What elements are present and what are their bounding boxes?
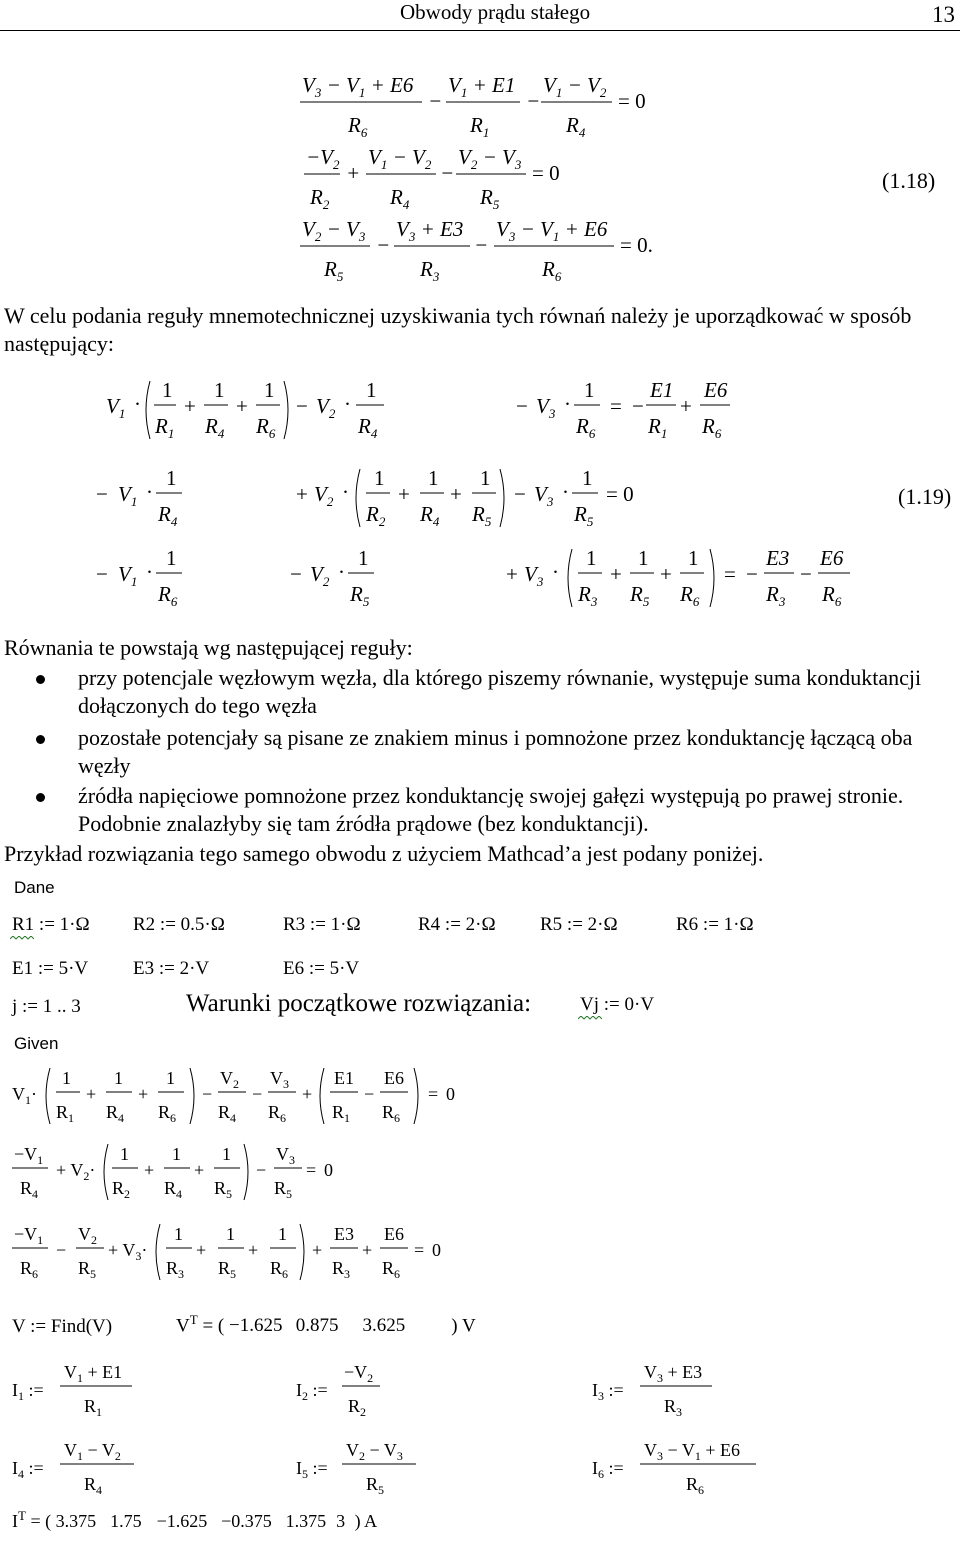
svg-text:1: 1 <box>584 378 595 402</box>
svg-text:1: 1 <box>166 1068 175 1088</box>
resistor-r2: R2 := 0.5·Ω <box>133 914 225 935</box>
svg-text:V2 − V3: $V_2 - V_3$ <box>458 145 522 172</box>
range-definition: j := 1 .. 3 <box>12 996 81 1017</box>
svg-text:−: − <box>96 562 108 586</box>
svg-text:R6: $R_6$ <box>576 414 596 441</box>
bullet-item: źródła napięciowe pomnożone przez konduktancję swojej gałęzi występują po prawej stronie. Podobnie znalazłyby się tam źródła prądowe (bez konduktancji). <box>78 783 904 836</box>
svg-text:R3: $R_3$ <box>332 1258 351 1281</box>
svg-text:1: 1 <box>62 1068 71 1088</box>
it-result: $I^T$ = ( 3.375 1.75 −1.625 −0.375 1.375 3 ) A <box>12 1508 378 1531</box>
svg-text:+ V3·: + $V_3\cdot$ <box>108 1240 148 1263</box>
svg-text:+: + <box>398 482 410 506</box>
it-value: 1.75 <box>110 1511 142 1531</box>
it-unit: A <box>364 1511 378 1531</box>
svg-text:1: 1 <box>166 466 177 490</box>
svg-text:·: · <box>562 480 569 504</box>
svg-text:1: 1 <box>480 466 491 490</box>
svg-text:+: + <box>680 394 692 418</box>
vt-value: −1.625 <box>228 1315 283 1337</box>
svg-text:R2: $R_2$ <box>366 502 386 529</box>
svg-text:+: + <box>296 482 308 506</box>
svg-text:0: 0 <box>446 1084 455 1104</box>
svg-text:R4: $R_4$ <box>218 1102 237 1125</box>
svg-text:R5: $R_5$ <box>366 1474 385 1496</box>
vt-result: $V^T$ = ( −1.625 0.875 3.625 ) V <box>176 1312 476 1337</box>
vt-value: 0.875 <box>295 1315 339 1337</box>
svg-text:+: + <box>138 1084 149 1104</box>
svg-text:V2 − V3: $V_2 - V_3$ <box>302 217 366 244</box>
svg-text:R3: $R_3$ <box>664 1396 683 1419</box>
svg-text:R5: $R_5$ <box>472 502 492 529</box>
svg-text:R4: $R_4$ <box>20 1178 39 1201</box>
svg-text:V2 − V3: $V_2 - V_3$ <box>346 1440 403 1463</box>
svg-text:R6: $R_6$ <box>256 414 276 441</box>
svg-text:·: · <box>552 560 559 584</box>
svg-text:1: 1 <box>120 1144 129 1164</box>
header-rule <box>0 30 960 31</box>
equation-label-1-18: (1.18) <box>882 168 936 193</box>
svg-text:R2: $R_2$ <box>310 185 330 212</box>
given-equations <box>0 1060 960 1290</box>
svg-text:R4: $R_4$ <box>420 502 440 529</box>
svg-text:1: 1 <box>226 1224 235 1244</box>
equation-1-18 <box>0 70 960 290</box>
svg-text:I5 :=: $I_5$ := <box>296 1458 328 1481</box>
svg-text:R5: $R_5$ <box>574 502 594 529</box>
svg-text:V3: $V_3$ <box>534 482 554 509</box>
svg-text:V3: $V_3$ <box>276 1144 295 1167</box>
svg-text:1: 1 <box>162 378 173 402</box>
svg-text:V1: $V_1$ <box>118 562 138 589</box>
svg-text:1: 1 <box>222 1144 231 1164</box>
svg-text:1: 1 <box>582 466 593 490</box>
initial-conditions-value: Vj := 0·V <box>580 994 655 1015</box>
svg-text:−: − <box>202 1084 213 1104</box>
it-value: −1.625 <box>156 1511 208 1531</box>
svg-text:−: − <box>514 482 526 506</box>
svg-text:R1: $R_1$ <box>648 414 668 441</box>
svg-text:R4: $R_4$ <box>158 502 178 529</box>
svg-text:E6: E6 <box>704 378 728 402</box>
given-label: Given <box>14 1034 59 1053</box>
bullet-item: pozostałe potencjały są pisane ze znakiem minus i pomnożone przez konduktancję łączącą oba węzły <box>78 725 913 778</box>
svg-text:R5: $R_5$ <box>78 1258 97 1281</box>
svg-text:0: 0 <box>324 1160 333 1180</box>
svg-text:1: 1 <box>638 546 649 570</box>
svg-text:= 0.: = 0. <box>620 233 653 257</box>
svg-text:V2: $V_2$ <box>316 394 336 421</box>
svg-text:1: 1 <box>586 546 597 570</box>
svg-text:V1 − V2: $V_1 - V_2$ <box>543 73 607 100</box>
svg-text:R6: $R_6$ <box>542 257 562 284</box>
svg-text:+: + <box>506 562 518 586</box>
svg-text:R2: $R_2$ <box>112 1178 131 1201</box>
svg-text:R1: $R_1$ <box>56 1102 75 1125</box>
svg-text:V2: $V_2$ <box>310 562 330 589</box>
svg-text:R4: $R_4$ <box>566 113 586 140</box>
svg-text:R6: $R_6$ <box>268 1102 287 1125</box>
svg-text:−: − <box>376 233 391 257</box>
svg-text:−: − <box>526 89 541 113</box>
svg-text:+ V2·: + $V_2\cdot$ <box>56 1160 96 1183</box>
svg-text:+: + <box>194 1160 205 1180</box>
svg-text:V2: $V_2$ <box>220 1068 239 1091</box>
paragraph-mnemonic: W celu podania reguły mnemotechnicznej uzyskiwania tych równań należy je uporządkować w sposób następujący: <box>4 303 912 356</box>
svg-text:R4: $R_4$ <box>358 414 378 441</box>
svg-text:1: 1 <box>358 546 369 570</box>
svg-text:·: · <box>134 392 141 416</box>
svg-text:R3: $R_3$ <box>420 257 440 284</box>
svg-text:E1: E1 <box>334 1068 354 1088</box>
svg-text:+: + <box>302 1084 313 1104</box>
equation-label-1-19: (1.19) <box>898 484 952 509</box>
svg-text:R3: $R_3$ <box>166 1258 185 1281</box>
svg-text:E6: E6 <box>384 1224 404 1244</box>
initial-conditions-label: Warunki początkowe rozwiązania: <box>186 990 532 1017</box>
svg-text:1: 1 <box>166 546 177 570</box>
svg-text:R5: $R_5$ <box>350 582 370 609</box>
svg-text:R5: $R_5$ <box>218 1258 237 1281</box>
svg-text:V3 − V1 + E6: $V_3 - V_1 + E6$ <box>644 1440 740 1463</box>
svg-text:1: 1 <box>214 378 225 402</box>
paragraph-mathcad-intro: Przykład rozwiązania tego samego obwodu z użyciem Mathcad’a jest podany poniżej. <box>4 841 764 866</box>
svg-text:R1: $R_1$ <box>84 1396 103 1419</box>
svg-text:R4: $R_4$ <box>390 185 410 212</box>
resistor-r6: R6 := 1·Ω <box>676 914 754 935</box>
svg-text:R6: $R_6$ <box>680 582 700 609</box>
svg-text:−V1: $-V_1$ <box>14 1144 44 1167</box>
svg-text:+: + <box>86 1084 97 1104</box>
svg-text:−: − <box>440 161 455 185</box>
svg-text:+: + <box>346 161 361 185</box>
svg-text:I4 :=: $I_4$ := <box>12 1458 44 1481</box>
svg-text:R5: $R_5$ <box>214 1178 233 1201</box>
svg-text:R6: $R_6$ <box>158 582 178 609</box>
it-value: −0.375 <box>221 1511 272 1531</box>
vt-value: 3.625 <box>362 1315 406 1337</box>
svg-text:R6: $R_6$ <box>20 1258 39 1281</box>
svg-text:−: − <box>800 562 812 586</box>
page-number: 13 <box>932 2 955 27</box>
current-definitions <box>0 1356 960 1496</box>
svg-text:R6: $R_6$ <box>822 582 842 609</box>
svg-text:=: = <box>428 1084 439 1104</box>
svg-text:V1: $V_1$ <box>118 482 138 509</box>
svg-text:E6: E6 <box>384 1068 404 1088</box>
svg-text:V1 − V2: $V_1 - V_2$ <box>64 1440 121 1463</box>
svg-text:1: 1 <box>172 1144 181 1164</box>
svg-text:+: + <box>362 1240 373 1260</box>
bullet-item: przy potencjale węzłowym węzła, dla którego piszemy równanie, występuje suma konduktancji dołączonych do tego węzła <box>78 665 922 718</box>
svg-text:0: 0 <box>432 1240 441 1260</box>
svg-text:=: = <box>306 1160 317 1180</box>
svg-text:R4: $R_4$ <box>205 414 225 441</box>
svg-text:R6: $R_6$ <box>158 1102 177 1125</box>
svg-text:=: = <box>724 562 736 586</box>
svg-text:R6: $R_6$ <box>270 1258 289 1281</box>
it-value: 3 <box>336 1511 346 1531</box>
svg-text:−: − <box>256 1160 267 1180</box>
svg-text:−: − <box>296 394 308 418</box>
squiggle-underline <box>10 936 34 942</box>
svg-text:I3 :=: $I_3$ := <box>592 1380 624 1403</box>
svg-text:+: + <box>660 562 672 586</box>
svg-text:1: 1 <box>264 378 275 402</box>
svg-text:R6: $R_6$ <box>382 1258 401 1281</box>
it-value: 3.375 <box>55 1511 97 1531</box>
svg-text:R5: $R_5$ <box>630 582 650 609</box>
svg-text:−: − <box>632 394 644 418</box>
svg-text:V3: $V_3$ <box>524 562 544 589</box>
svg-text:R5: $R_5$ <box>324 257 344 284</box>
svg-text:V1: $V_1$ <box>106 394 126 421</box>
svg-text:=: = <box>414 1240 425 1260</box>
svg-text:R3: $R_3$ <box>578 582 598 609</box>
svg-text:= 0: = 0 <box>606 482 634 506</box>
svg-text:= 0: = 0 <box>532 161 560 185</box>
svg-text:−: − <box>252 1084 263 1104</box>
svg-text:1: 1 <box>366 378 377 402</box>
svg-text:+: + <box>184 394 196 418</box>
svg-text:1: 1 <box>174 1224 183 1244</box>
svg-text:−: − <box>516 394 528 418</box>
svg-text:V1 + E1: $V_1 + E1$ <box>448 73 516 100</box>
svg-text:R1: $R_1$ <box>155 414 175 441</box>
svg-text:I6 :=: $I_6$ := <box>592 1458 624 1481</box>
svg-text:R5: $R_5$ <box>480 185 500 212</box>
svg-text:−: − <box>364 1084 375 1104</box>
svg-text:E3: E3 <box>334 1224 354 1244</box>
svg-text:R4: $R_4$ <box>164 1178 183 1201</box>
equation-1-19 <box>0 375 960 625</box>
svg-text:−V1: $-V_1$ <box>14 1224 44 1247</box>
svg-text:−: − <box>746 562 758 586</box>
svg-text:·: · <box>344 392 351 416</box>
svg-text:V2: $V_2$ <box>78 1224 97 1247</box>
svg-text:−: − <box>56 1240 67 1260</box>
svg-text:·: · <box>564 392 571 416</box>
svg-text:1: 1 <box>278 1224 287 1244</box>
svg-text:+: + <box>248 1240 259 1260</box>
it-value: 1.375 <box>285 1511 327 1531</box>
svg-text:·: · <box>146 560 153 584</box>
svg-text:+: + <box>196 1240 207 1260</box>
svg-text:−V2: $-V_2$ <box>306 145 340 172</box>
svg-text:E3: E3 <box>766 546 790 570</box>
bullet-dot <box>36 735 45 744</box>
svg-text:·: · <box>146 480 153 504</box>
svg-text:V3 + E3: $V_3 + E3$ <box>396 217 464 244</box>
svg-text:E1: E1 <box>650 378 674 402</box>
svg-text:V3 − V1 + E6: $V_3 - V_1 + E6$ <box>302 73 414 100</box>
svg-text:1: 1 <box>374 466 385 490</box>
svg-text:V3: $V_3$ <box>536 394 556 421</box>
svg-text:I2 :=: $I_2$ := <box>296 1380 328 1403</box>
resistor-r4: R4 := 2·Ω <box>418 914 496 935</box>
svg-text:R5: $R_5$ <box>274 1178 293 1201</box>
svg-text:R6: $R_6$ <box>686 1474 705 1496</box>
svg-text:1: 1 <box>688 546 699 570</box>
svg-text:R4: $R_4$ <box>106 1102 125 1125</box>
source-e1: E1 := 5·V <box>12 958 89 979</box>
svg-text:=: = <box>610 394 622 418</box>
svg-text:+: + <box>610 562 622 586</box>
svg-text:V1·: $V_1\cdot$ <box>12 1084 37 1107</box>
svg-text:V3 + E3: $V_3 + E3$ <box>644 1362 703 1385</box>
svg-text:= 0: = 0 <box>618 89 646 113</box>
svg-text:−V2: $-V_2$ <box>344 1362 374 1385</box>
svg-text:−: − <box>290 562 302 586</box>
svg-text:V1 − V2: $V_1 - V_2$ <box>368 145 432 172</box>
svg-text:R3: $R_3$ <box>766 582 786 609</box>
squiggle-underline <box>578 1016 602 1022</box>
bullet-dot <box>36 793 45 802</box>
svg-text:−: − <box>428 89 443 113</box>
svg-text:+: + <box>312 1240 323 1260</box>
svg-text:R6: $R_6$ <box>382 1102 401 1125</box>
bullet-dot <box>36 675 45 684</box>
svg-text:1: 1 <box>114 1068 123 1088</box>
find-statement: V := Find(V) <box>12 1316 113 1337</box>
svg-text:R4: $R_4$ <box>84 1474 103 1496</box>
svg-text:V2: $V_2$ <box>314 482 334 509</box>
svg-text:·: · <box>342 480 349 504</box>
running-header: Obwody prądu stałego <box>400 0 591 24</box>
svg-text:R6: $R_6$ <box>348 113 368 140</box>
svg-text:V3 − V1 + E6: $V_3 - V_1 + E6$ <box>496 217 608 244</box>
svg-text:1: 1 <box>428 466 439 490</box>
svg-text:V3: $V_3$ <box>270 1068 289 1091</box>
resistor-r1: R1 := 1·Ω <box>12 914 90 935</box>
svg-text:I1 :=: $I_1$ := <box>12 1380 44 1403</box>
svg-text:+: + <box>144 1160 155 1180</box>
vt-unit: V <box>461 1315 476 1337</box>
svg-text:−: − <box>474 233 489 257</box>
source-e3: E3 := 2·V <box>133 958 210 979</box>
svg-text:−: − <box>96 482 108 506</box>
svg-text:+: + <box>450 482 462 506</box>
svg-text:R6: $R_6$ <box>702 414 722 441</box>
svg-text:E6: E6 <box>820 546 844 570</box>
svg-text:R1: $R_1$ <box>332 1102 351 1125</box>
paragraph-rule-intro: Równania te powstają wg następującej reguły: <box>4 635 413 660</box>
svg-text:V1 + E1: $V_1 + E1$ <box>64 1362 123 1385</box>
svg-text:R1: $R_1$ <box>470 113 490 140</box>
svg-text:·: · <box>338 560 345 584</box>
svg-text:+: + <box>236 394 248 418</box>
svg-text:R2: $R_2$ <box>348 1396 367 1419</box>
resistor-r5: R5 := 2·Ω <box>540 914 618 935</box>
resistor-r3: R3 := 1·Ω <box>283 914 361 935</box>
dane-label: Dane <box>14 878 55 897</box>
source-e6: E6 := 5·V <box>283 958 360 979</box>
